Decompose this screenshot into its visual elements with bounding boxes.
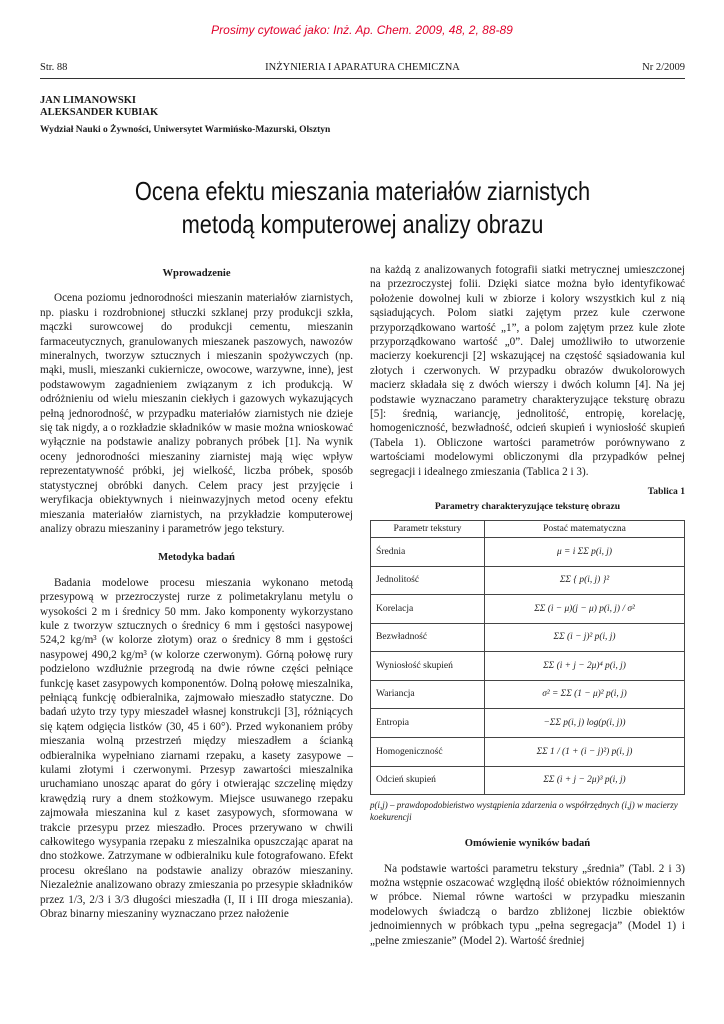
table-row [371,766,685,795]
right-column [370,263,685,948]
param-name: Entropia [371,709,485,738]
page-number: Str. 88 [40,62,68,73]
table-row [371,652,685,681]
table-header-row [371,520,685,537]
authors [40,95,158,119]
header-formula: Postać matematyczna [485,520,685,537]
method-heading: Metodyka badań [158,552,235,564]
param-formula: ΣΣ (i + j − 2μ)⁴ p(i, j) [485,652,685,681]
param-name: Średnia [371,537,485,566]
param-name: Bezwładność [371,623,485,652]
table-row [371,738,685,767]
method-text: Badania modelowe procesu mieszania wykonano metodą przesypową w przezroczystej rurze z polimetakrylanu metylu o wysokości 2 m i średnicy 50 mm. Jako komponenty wykorzystano kule z tworzyw sztucznych o średnicy 6 mm i gęstości nasypowej 524,2 kg/m³ (w kolorze złotym) oraz o średnicy 8 mm i gęstości nasypowej 490,2 kg/m³ (w kolorze czerwonym). Górną połowę rury podzielono wzdłużnie przegrodą na dwie równe części pełniące funkcję kaset zasypowych komponentów. Dolną połowę mieszalnika, pełniącą funkcję odbieralnika, zajmowało mieszadło statyczne. Do badań użyto trzy typy mieszadeł własnej konstrukcji [3], różniących się kątem odgięcia listków (30, 45 i 60°). Przed wykonaniem próby mieszania wolną przestrzeń między mieszadłem a ścianką odbieralnika wypełniano ziarnami rzepaku, a kasety zasypowe – kulami złotymi i czerwonymi. Przesyp zawartości mieszalnika uruchamiano unosząc aparat do góry i otwierając szczelinę między krawędzią rury a dnem stożkowym. Miejsce usuwanego rzepaku zajmowała mieszanina kul z kaset zasypowych, sformowana w trakcie przesypu przez mieszadło. Proces przerywano w chwili całkowitego wysypania rzepaku z mieszalnika opuszczając aparat na dno stożkowe. Zatrzymane w odbieralniku kule fotografowano. Efekt procesu określano na podstawie analizy obrazów mieszaniny. Niezależnie analizowano obrazy zmieszania po przesypie składników przez 1/3, 2/3 i 3/3 długości mieszadła (I, II i III droga mieszania). Obraz binarny mieszaniny wyznaczano przez nałożenie [40,576,353,921]
table-row [371,566,685,595]
texture-parameters-table [370,520,685,795]
table-row [371,623,685,652]
author-2: ALEKSANDER KUBIAK [40,107,159,118]
table-row [371,709,685,738]
table-row [371,595,685,624]
table-row [371,537,685,566]
table-note: p(i,j) – prawdopodobieństwo wystąpienia zdarzenia o współrzędnych (i,j) w macierzy koekurencji [370,800,678,823]
affiliation: Wydział Nauki o Żywności, Uniwersytet Warmińsko-Mazurski, Olsztyn [40,125,331,135]
param-formula: ΣΣ (i − μ)(j − μ) p(i, j) / σ² [485,595,685,624]
param-formula: −ΣΣ p(i, j) log(p(i, j)) [485,709,685,738]
results-heading: Omówienie wyników badań [464,838,591,850]
param-name: Odcień skupień [371,766,485,795]
title-line-2: metodą komputerowej analizy obrazu [181,209,544,239]
intro-heading: Wprowadzenie [162,268,231,279]
table-caption: Parametry charakteryzujące teksturę obrazu [434,500,621,512]
left-column [40,267,353,921]
param-name: Wyniosłość skupień [371,652,485,681]
paper-title [92,175,634,241]
param-name: Korelacja [371,595,485,624]
param-formula: μ = i ΣΣ p(i, j) [485,537,685,566]
results-text: Na podstawie wartości parametru tekstury „średnia” (Tabl. 2 i 3) można wstępnie oszacować względną ilość obiektów różnoimiennych w próbce. Niemal równe wartości w przypadku mieszanin modelowych świadczą o bardzo zbliżonej liczbie obiektów jednoimiennych w próbkach typu „pełna segregacja” (Model 1) i „pełne zmieszanie” (Model 2). Wartość średniej [370,862,685,947]
header-param: Parametr tekstury [371,520,485,537]
citation-note: Prosimy cytować jako: Inż. Ap. Chem. 2009, 48, 2, 88-89 [211,23,513,37]
table-row [371,680,685,709]
param-formula: ΣΣ { p(i, j) }² [485,566,685,595]
param-formula: ΣΣ (i + j − 2μ)³ p(i, j) [485,766,685,795]
author-1: JAN LIMANOWSKI [40,95,136,106]
param-name: Wariancja [371,680,485,709]
header-rule [40,78,685,79]
right-text: na każdą z analizowanych fotografii siatki metrycznej umieszczonej na przezroczystej folii. Dzięki siatce można było identyfikować położenie dowolnej kuli w zbiorze i kolory wszystkich kul z nią sąsiadujących. Polom siatki zajętym przez kule czerwone przyporządkowano wartość „1”, a polom zajętym przez kule złote przyporządkowano wartość „0”. Dalej umożliwiło to utworzenie macierzy koekurencji [2] wskazującej na częstość sąsiadowania kul złotych i czerwonych. W przypadku obrazów dwukolorowych macierz składała się z dwóch wierszy i dwóch kolumn [4]. Na jej podstawie wyznaczano parametry charakteryzujące teksturę obrazu [5]: średnią, wariancję, jednolitość, entropię, korelację, homogeniczność, bezwładność, odcień skupień i wyniosłość skupień (Tabela 1). Obliczone wartości parametrów porównywano z wartościami modelowymi obliczonymi dla przypadków pełnej segregacji i idealnego zmieszania (Tablica 2 i 3). [370,264,685,478]
intro-text: Ocena poziomu jednorodności mieszanin materiałów ziarnistych, np. piasku i rozdrobnionej stłuczki szklanej przy produkcji szkła, mączki surowcowej do produkcji cementu, mieszanin farmaceutycznych, granulowanych mieszanek paszowych, nawozów mineralnych, tworzyw sztucznych i mieszanin spożywczych (np. mąki, musli, mieszanki cukiernicze, owocowe, warzywne, inne), jest podstawowym zagadnieniem związanym z ich produkcją. W odróżnieniu od wielu mieszanin ciekłych i gazowych wykazujących pełną jednorodność, w przypadku materiałów ziarnistych nie dzieje się tak nigdy, a o rozkładzie składników w masie można wnioskować wyłącznie na podstawie analizy pobranych próbek [1]. Na wynik oceny jednorodności mieszaniny ziarnistej mają więc wpływ reprezentatywność próbki, jej wielkość, liczba próbek, sposób statystycznej obróbki danych. Celem pracy jest przyjęcie i weryfikacja obiektywnych i nieinwazyjnych metod oceny efektu mieszania materiałów ziarnistych, na przykładzie komputerowej analizy obrazu mieszaniny i parametrów jego tekstury. [40,292,353,535]
title-line-1: Ocena efektu mieszania materiałów ziarnistych [134,176,591,206]
table-number: Tablica 1 [647,486,685,498]
journal-name: INŻYNIERIA I APARATURA CHEMICZNA [265,62,460,73]
param-formula: ΣΣ 1 / (1 + (i − j)²) p(i, j) [485,738,685,767]
param-name: Jednolitość [371,566,485,595]
param-formula: ΣΣ (i − j)² p(i, j) [485,623,685,652]
issue-number: Nr 2/2009 [642,62,685,73]
param-formula: σ² = ΣΣ (1 − μ)² p(i, j) [485,680,685,709]
param-name: Homogeniczność [371,738,485,767]
